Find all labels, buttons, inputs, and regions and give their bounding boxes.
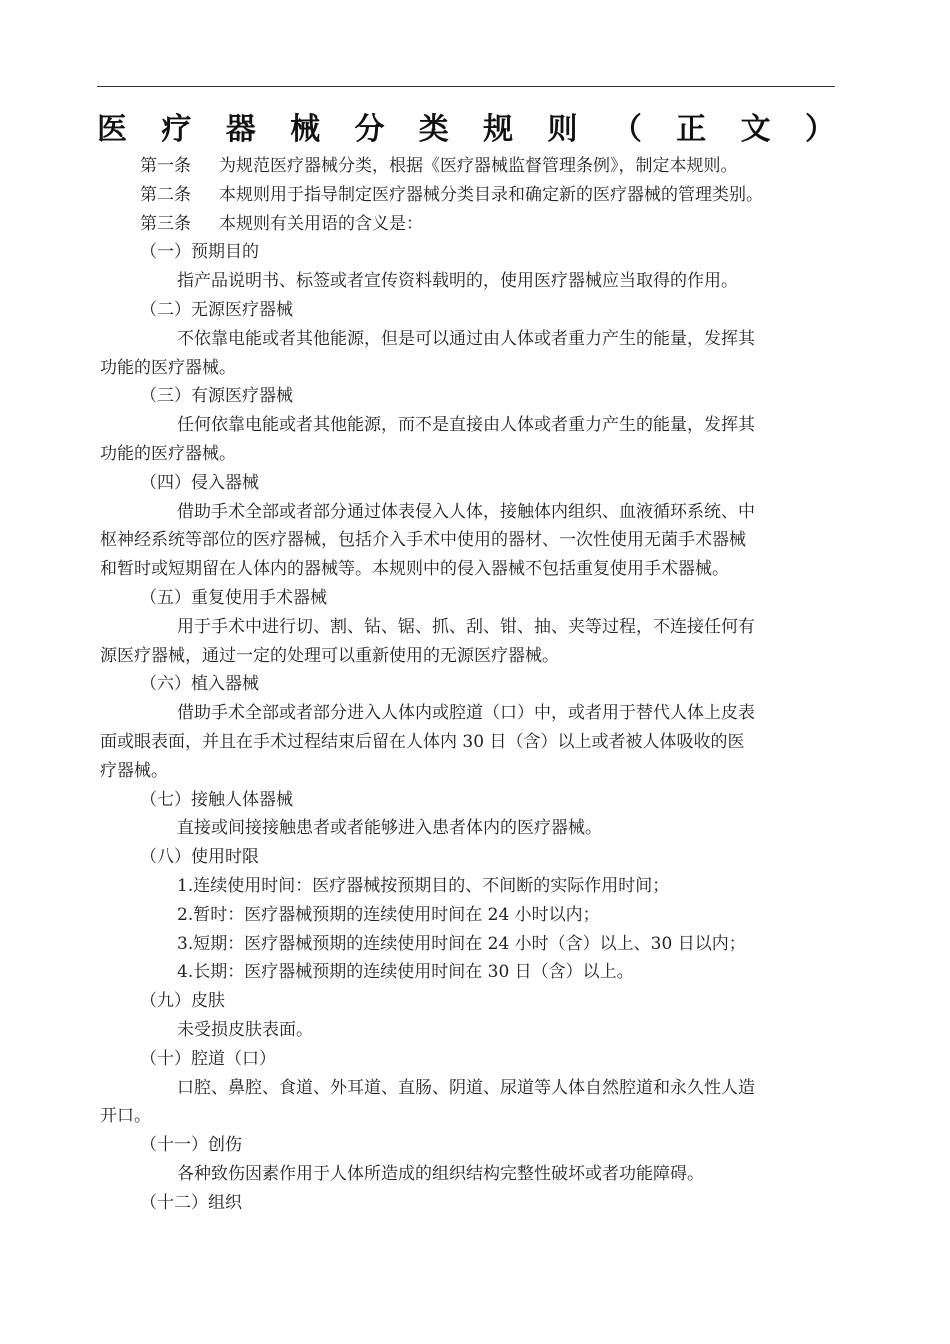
title-char: ） xyxy=(804,112,835,147)
definition-line: 开口。 xyxy=(100,1106,151,1127)
article-text: 本规则用于指导制定医疗器械分类目录和确定新的医疗器械的管理类别。 xyxy=(219,184,763,205)
title-char: 分 xyxy=(354,112,385,147)
definition-heading: （十）腔道（口） xyxy=(140,1048,276,1069)
definition-line: 1.连续使用时间：医疗器械按预期目的、不间断的实际作用时间； xyxy=(177,875,670,896)
definition-line: 4.长期：医疗器械预期的连续使用时间在 30 日（含）以上。 xyxy=(177,962,634,983)
definition-line: 口腔、鼻腔、食道、外耳道、直肠、阴道、尿道等人体自然腔道和永久性人造 xyxy=(177,1077,755,1098)
definition-line: 面或眼表面，并且在手术过程结束后留在人体内 30 日（含）以上或者被人体吸收的医 xyxy=(100,731,745,752)
definition-heading: （一）预期目的 xyxy=(140,242,259,263)
definition-line: 功能的医疗器械。 xyxy=(100,357,236,378)
definition-line: 2.暂时：医疗器械预期的连续使用时间在 24 小时以内； xyxy=(177,904,600,925)
definition-line: 借助手术全部或者部分进入人体内或腔道（口）中，或者用于替代人体上皮表 xyxy=(177,703,755,724)
definition-heading: （三）有源医疗器械 xyxy=(140,386,293,407)
article-text: 为规范医疗器械分类，根据《医疗器械监督管理条例》，制定本规则。 xyxy=(219,156,738,176)
title-char: 则 xyxy=(547,112,578,147)
definition-heading: （四）侵入器械 xyxy=(140,472,259,493)
definition-line: 用于手术中进行切、割、钻、锯、抓、刮、钳、抽、夹等过程，不连接任何有 xyxy=(177,616,755,637)
definition-heading: （十二）组织 xyxy=(140,1192,242,1213)
header-rule xyxy=(97,86,835,87)
definition-line: 任何依靠电能或者其他能源，而不是直接由人体或者重力产生的能量，发挥其 xyxy=(177,415,755,436)
definition-line: 指产品说明书、标签或者宣传资料载明的，使用医疗器械应当取得的作用。 xyxy=(177,271,738,292)
definition-line: 直接或间接接触患者或者能够进入患者体内的医疗器械。 xyxy=(177,818,602,839)
definition-line: 疗器械。 xyxy=(100,760,168,781)
definition-heading: （九）皮肤 xyxy=(140,991,225,1012)
article-text: 本规则有关用语的含义是： xyxy=(219,213,423,234)
definition-line: 3.短期：医疗器械预期的连续使用时间在 24 小时（含）以上、30 日以内； xyxy=(177,933,746,954)
document-body xyxy=(97,152,831,1217)
definition-line: 借助手术全部或者部分通过体表侵入人体，接触体内组织、血液循环系统、中 xyxy=(177,501,755,522)
definition-line: 不依靠电能或者其他能源，但是可以通过由人体或者重力产生的能量，发挥其 xyxy=(177,328,755,349)
title-char: 医 xyxy=(97,112,127,147)
article-label: 第一条 xyxy=(140,156,191,176)
definition-heading: （十一）创伤 xyxy=(140,1135,242,1156)
definition-heading: （二）无源医疗器械 xyxy=(140,299,293,320)
title-char: （ xyxy=(611,112,642,147)
title-char: 疗 xyxy=(161,112,192,147)
definition-heading: （七）接触人体器械 xyxy=(140,789,293,810)
document-title xyxy=(97,104,835,148)
title-char: 器 xyxy=(225,112,256,147)
article-label: 第二条 xyxy=(140,184,191,205)
definition-line: 枢神经系统等部位的医疗器械，包括介入手术中使用的器材、一次性使用无菌手术器械 xyxy=(100,530,746,551)
title-char: 正 xyxy=(676,112,707,147)
definition-heading: （六）植入器械 xyxy=(140,674,259,695)
article-label: 第三条 xyxy=(140,213,191,234)
article xyxy=(97,181,831,210)
title-char: 文 xyxy=(740,112,771,147)
title-char: 械 xyxy=(290,112,321,147)
title-char: 类 xyxy=(418,112,449,147)
definition-line: 未受损皮肤表面。 xyxy=(177,1019,313,1040)
article xyxy=(97,152,831,181)
definition-heading: （五）重复使用手术器械 xyxy=(140,587,327,608)
definition-line: 和暂时或短期留在人体内的器械等。本规则中的侵入器械不包括重复使用手术器械。 xyxy=(100,559,729,580)
definition-line: 功能的医疗器械。 xyxy=(100,443,236,464)
title-char: 规 xyxy=(483,112,514,147)
definition-line: 源医疗器械，通过一定的处理可以重新使用的无源医疗器械。 xyxy=(100,645,559,666)
definition-heading: （八）使用时限 xyxy=(140,847,259,868)
article xyxy=(97,210,831,239)
definition-line: 各种致伤因素作用于人体所造成的组织结构完整性破坏或者功能障碍。 xyxy=(177,1163,704,1184)
